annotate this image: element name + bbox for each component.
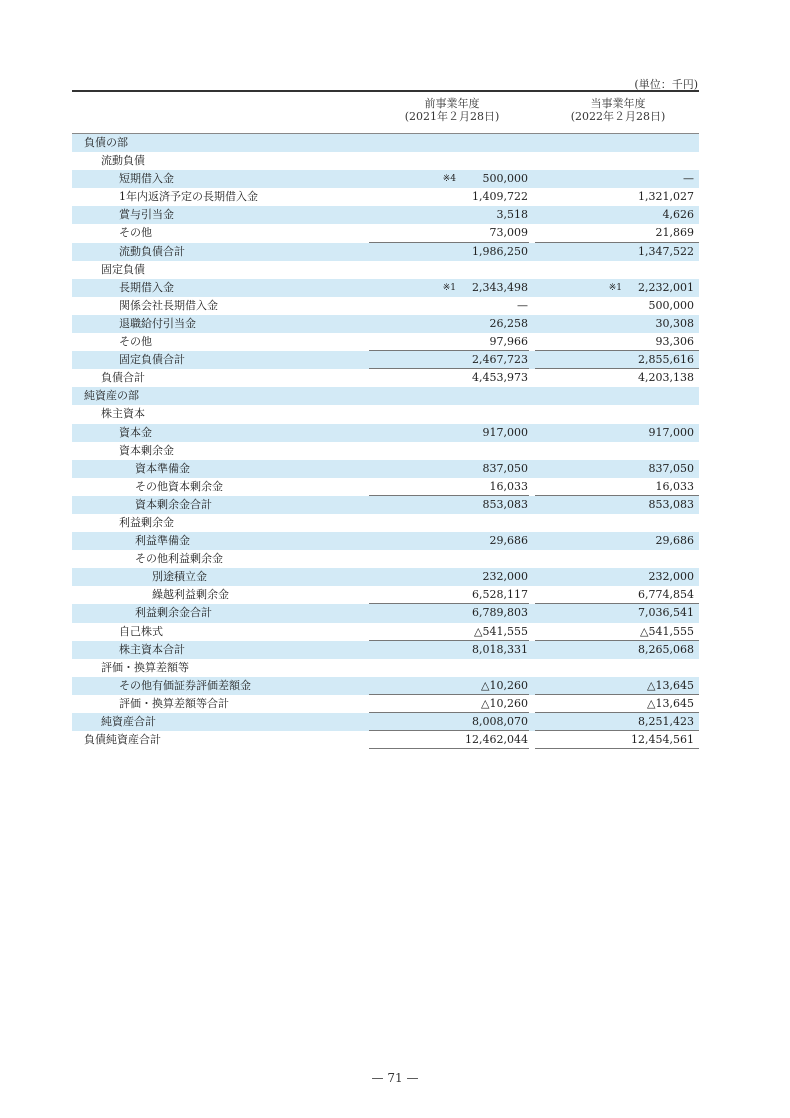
row-label: 固定負債合計 (119, 353, 185, 367)
table-row (72, 405, 699, 423)
row-label: 流動負債 (101, 154, 145, 168)
column-header-cur (538, 97, 698, 123)
unit-label: (単位：千円) (634, 78, 698, 91)
row-label: 資本準備金 (135, 461, 190, 475)
row-label: 長期借入金 (119, 280, 174, 294)
table-row (72, 442, 699, 460)
value-cur: 1,347,522 (638, 244, 694, 258)
row-label: 資本剰余金合計 (135, 497, 212, 511)
value-cur: 4,626 (662, 208, 694, 222)
note-mark-prev: ※1 (442, 282, 456, 293)
table-row (72, 315, 699, 333)
row-label: 評価・換算差額等 (101, 660, 189, 674)
value-prev: 1,409,722 (472, 190, 528, 204)
row-label: 株主資本合計 (119, 642, 185, 656)
value-cur: △13,645 (647, 678, 694, 692)
table-row (72, 532, 699, 550)
row-label: 退職給付引当金 (119, 316, 196, 330)
value-prev: — (517, 298, 528, 312)
value-cur: 6,774,854 (638, 588, 694, 602)
table-row (72, 496, 699, 514)
row-label: 短期借入金 (119, 172, 174, 186)
row-label: その他 (119, 335, 152, 349)
table-row (72, 369, 699, 387)
table-row (72, 188, 699, 206)
value-prev: △541,555 (474, 624, 528, 638)
row-label: その他利益剰余金 (135, 552, 223, 566)
value-prev: 8,008,070 (472, 715, 528, 728)
row-label: その他有価証券評価差額金 (119, 678, 251, 692)
table-row (72, 460, 699, 478)
table-row (72, 604, 699, 622)
subtotal-rule-cur (535, 748, 699, 749)
table-row (72, 677, 699, 695)
row-label: 利益剰余金合計 (135, 606, 212, 620)
row-label: 1年内返済予定の長期借入金 (119, 190, 258, 204)
value-prev: 500,000 (482, 172, 528, 186)
table-row (72, 731, 699, 749)
value-prev: 8,018,331 (472, 642, 528, 656)
table-row (72, 297, 699, 315)
row-label: 評価・換算差額等合計 (119, 696, 229, 710)
row-label: 純資産合計 (101, 715, 156, 728)
value-prev: 6,528,117 (472, 588, 528, 602)
value-prev: 2,467,723 (472, 353, 528, 367)
table-row (72, 152, 699, 170)
table-row (72, 387, 699, 405)
table-row (72, 550, 699, 568)
value-cur: 16,033 (655, 479, 694, 493)
value-cur: 1,321,027 (638, 190, 694, 204)
note-mark-cur: ※1 (608, 282, 622, 293)
value-prev: 73,009 (489, 226, 528, 240)
value-cur: 837,050 (648, 461, 694, 475)
table-row (72, 568, 699, 586)
column-header-prev (372, 97, 532, 123)
table-row (72, 261, 699, 279)
value-cur: 12,454,561 (631, 733, 694, 747)
value-cur: 232,000 (648, 570, 694, 584)
note-mark-prev: ※4 (442, 174, 456, 185)
table-row (72, 170, 699, 188)
top-rule (72, 90, 699, 92)
value-cur: 853,083 (648, 497, 694, 511)
table-row (72, 351, 699, 369)
value-cur: 500,000 (648, 298, 694, 312)
table-row (72, 514, 699, 532)
table-row (72, 478, 699, 496)
row-label: 資本金 (119, 425, 152, 439)
value-prev: 2,343,498 (472, 280, 528, 294)
value-prev: 853,083 (482, 497, 528, 511)
value-cur: 30,308 (655, 316, 694, 330)
table-row (72, 279, 699, 297)
row-label: 利益剰余金 (119, 515, 174, 529)
column-date-cur: (2022年２月28日) (570, 110, 666, 123)
row-label: 負債純資産合計 (84, 733, 161, 747)
row-label: 流動負債合計 (119, 244, 185, 258)
value-cur: 917,000 (648, 425, 694, 439)
column-date-prev: (2021年２月28日) (404, 110, 500, 123)
table-row (72, 641, 699, 659)
value-cur: 7,036,541 (638, 606, 694, 620)
value-prev: 232,000 (482, 570, 528, 584)
value-cur: 21,869 (655, 226, 694, 240)
value-prev: 837,050 (482, 461, 528, 475)
value-cur: 8,251,423 (638, 715, 694, 728)
value-cur: — (683, 172, 694, 186)
table-row (72, 424, 699, 442)
table-row (72, 695, 699, 713)
row-label: 賞与引当金 (119, 208, 174, 222)
table-row (72, 134, 699, 152)
table-row (72, 623, 699, 641)
row-label: 固定負債 (101, 262, 145, 276)
table-row (72, 206, 699, 224)
table-row (72, 713, 699, 731)
value-prev: 26,258 (489, 316, 528, 330)
row-label: 負債合計 (101, 371, 145, 385)
column-title-prev: 前事業年度 (424, 97, 480, 110)
table-row (72, 586, 699, 604)
value-cur: 2,232,001 (638, 280, 694, 294)
value-prev: 97,966 (489, 335, 528, 349)
row-label: 株主資本 (101, 407, 145, 421)
row-label: 資本剰余金 (119, 443, 174, 457)
value-prev: △10,260 (481, 696, 528, 710)
row-label: その他 (119, 226, 152, 240)
value-prev: 29,686 (489, 534, 528, 548)
value-cur: 93,306 (655, 335, 694, 349)
subtotal-rule-prev (369, 748, 529, 749)
table-row (72, 224, 699, 242)
row-label: 純資産の部 (84, 389, 139, 403)
row-label: 繰越利益剰余金 (152, 588, 229, 602)
value-cur: 2,855,616 (638, 353, 694, 367)
row-label: 利益準備金 (135, 534, 190, 548)
table-row (72, 659, 699, 677)
value-prev: 917,000 (482, 425, 528, 439)
page-number: — 71 — (371, 1071, 419, 1085)
column-title-cur: 当事業年度 (590, 97, 646, 110)
value-prev: 3,518 (496, 208, 528, 222)
row-label: 別途積立金 (152, 570, 207, 584)
value-cur: 8,265,068 (638, 642, 694, 656)
row-label: 負債の部 (84, 136, 128, 149)
row-label: 関係会社長期借入金 (119, 298, 218, 312)
value-cur: 29,686 (655, 534, 694, 548)
row-label: その他資本剰余金 (135, 479, 223, 493)
balance-sheet-table (72, 134, 699, 749)
value-cur: △13,645 (647, 696, 694, 710)
table-row (72, 333, 699, 351)
value-prev: 12,462,044 (465, 733, 528, 747)
value-prev: 4,453,973 (472, 371, 528, 385)
value-cur: △541,555 (640, 624, 694, 638)
value-prev: 16,033 (489, 479, 528, 493)
row-label: 自己株式 (119, 624, 163, 638)
value-prev: 6,789,803 (472, 606, 528, 620)
value-prev: 1,986,250 (472, 244, 528, 258)
value-cur: 4,203,138 (638, 371, 694, 385)
table-row (72, 243, 699, 261)
value-prev: △10,260 (481, 678, 528, 692)
